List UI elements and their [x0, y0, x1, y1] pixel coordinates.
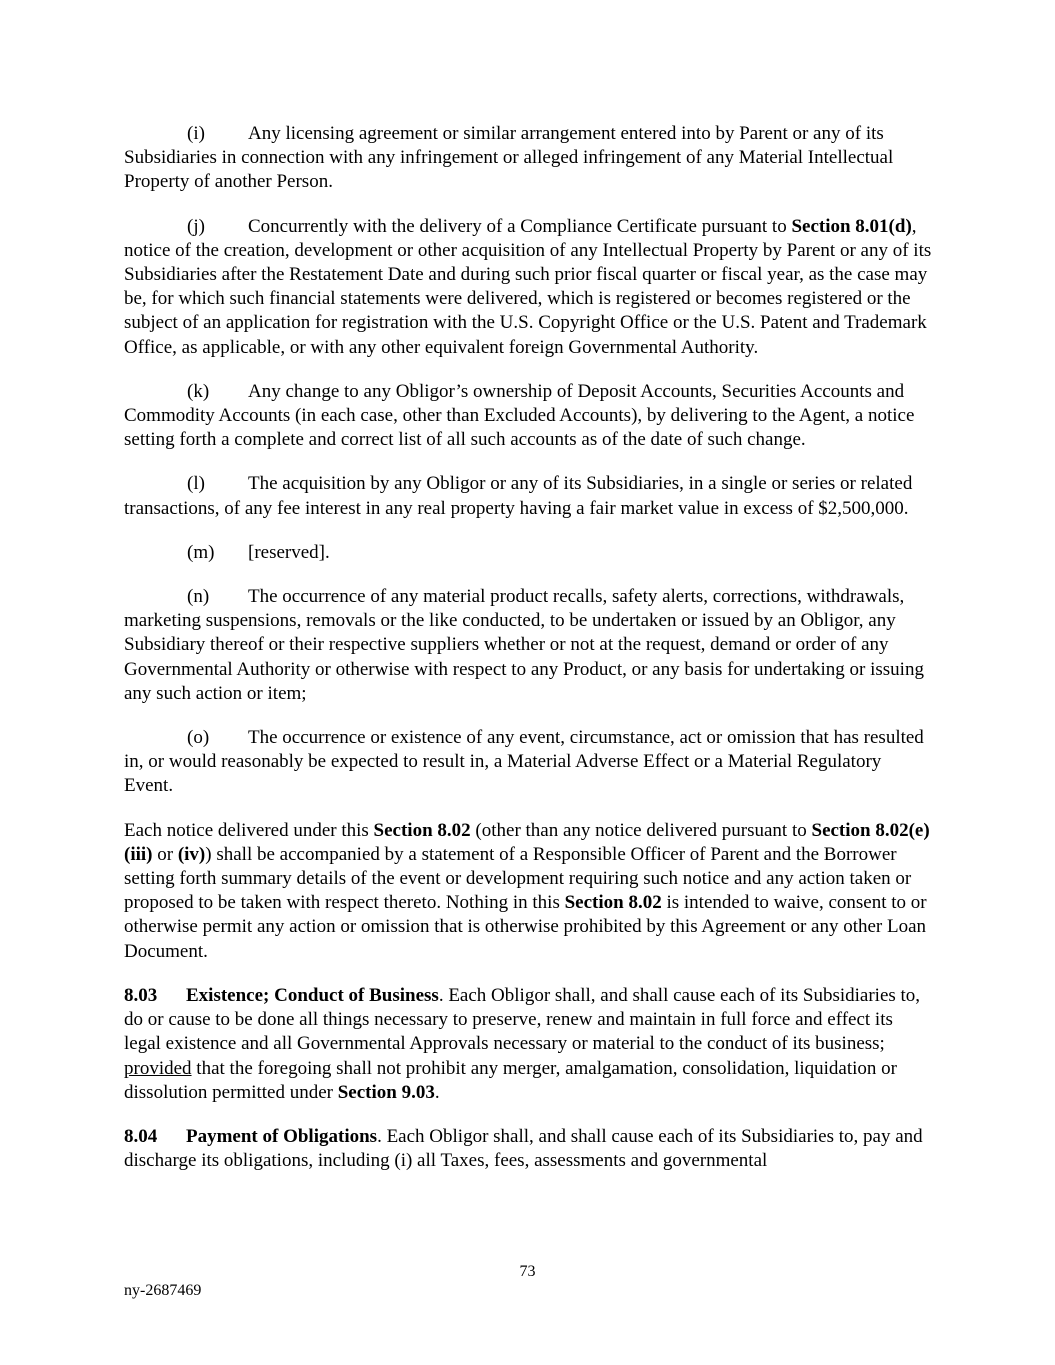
- section-8-04: [124, 1125, 934, 1173]
- paragraph-text: [reserved].: [248, 541, 330, 563]
- section-text: . Each Obligor shall, and shall cause each of its Subsidiaries to, pay and discharge its obligations, including (i) all Taxes, fees, assessments and governmental: [124, 1125, 923, 1172]
- section-reference: Section 8.01(d): [791, 215, 912, 237]
- paragraph-text: , notice of the creation, development or other acquisition of any Intellectual Property by Parent or any of its Subsidiaries after the Restatement Date and during such prior fiscal quarter or fiscal year, as the case may be, for which such financial statements were delivered, which is registered or becomes registered or the subject of an application for registration with the U.S. Copyright Office or the U.S. Patent and Trademark Office, as applicable, or with any other equivalent foreign Governmental Authority.: [124, 215, 932, 358]
- paragraph-label: (i): [187, 123, 205, 144]
- notice-text: (other than any notice delivered pursuant to: [470, 819, 812, 841]
- section-reference: Section 8.02(e)(iii): [124, 819, 930, 865]
- paragraph-l: [124, 472, 934, 520]
- paragraph-label: (j): [187, 215, 205, 237]
- notice-paragraph: [124, 819, 934, 964]
- paragraph-text: Concurrently with the delivery of a Compliance Certificate pursuant to: [248, 215, 792, 237]
- section-text: . Each Obligor shall, and shall cause each of its Subsidiaries to, do or cause to be done all things necessary to preserve, renew and maintain in full force and effect its legal existence and all Governmental Approvals necessary or material to the conduct of its business;: [124, 984, 921, 1055]
- paragraph-i: [124, 122, 934, 195]
- section-reference: (iv): [177, 843, 206, 865]
- page-number: 73: [519, 1263, 536, 1280]
- section-reference: Section 9.03: [337, 1081, 435, 1103]
- section-reference: Section 8.02: [373, 819, 471, 841]
- paragraph-text: Any change to any Obligor’s ownership of Deposit Accounts, Securities Accounts and Commodity Accounts (in each case, other than Excluded Accounts), by delivering to the Agent, a notice setting forth a complete and correct list of all such accounts as of the date of such change.: [124, 380, 915, 451]
- paragraph-n: [124, 585, 934, 706]
- paragraph-label: (n): [187, 586, 210, 608]
- section-reference: Section 8.02: [564, 892, 662, 914]
- paragraph-j: [124, 215, 934, 360]
- paragraph-m: [124, 541, 934, 565]
- section-text: .: [434, 1081, 440, 1103]
- document-id: ny-2687469: [124, 1282, 202, 1299]
- notice-text: Each notice delivered under this: [124, 819, 374, 841]
- document-body: [124, 122, 934, 1193]
- notice-text: or: [152, 843, 178, 865]
- section-title: Payment of Obligations: [186, 1125, 378, 1147]
- notice-text: ) shall be accompanied by a statement of a Responsible Officer of Parent and the Borrower setting forth summary details of the event or development requiring such notice and any action taken or proposed to be taken with respect thereto. Nothing in this: [124, 843, 912, 914]
- paragraph-k: [124, 380, 934, 453]
- section-text: that the foregoing shall not prohibit any merger, amalgamation, consolidation, liquidation or dissolution permitted under: [124, 1057, 897, 1103]
- paragraph-text: The occurrence of any material product recalls, safety alerts, corrections, withdrawals, marketing suspensions, removals or the like conducted, to be undertaken or issued by an Obligor, any Subsidiary thereof or their respective suppliers whether or not at the request, demand or order of any Governmental Authority or otherwise with respect to any Product, or any basis for undertaking or issuing any such action or item;: [124, 586, 924, 704]
- paragraph-text: The acquisition by any Obligor or any of its Subsidiaries, in a single or series or related transactions, of any fee interest in any real property having a fair market value in excess of $2,500,000.: [124, 473, 913, 519]
- section-8-03: [124, 984, 934, 1105]
- paragraph-text: Any licensing agreement or similar arrangement entered into by Parent or any of its Subsidiaries in connection with any infringement or alleged infringement of any Material Intellectual Property of another Person.: [124, 123, 894, 193]
- paragraph-o: [124, 726, 934, 799]
- paragraph-label: (m): [187, 541, 215, 563]
- paragraph-label: (l): [187, 473, 205, 495]
- notice-text: is intended to waive, consent to or otherwise permit any action or omission that is otherwise prohibited by this Agreement or any other Loan Document.: [124, 892, 927, 962]
- section-number: 8.04: [124, 1125, 158, 1147]
- paragraph-text: The occurrence or existence of any event, circumstance, act or omission that has resulted in, or would reasonably be expected to result in, a Material Adverse Effect or a Material Regulatory Event.: [124, 727, 924, 797]
- section-number: 8.03: [124, 984, 158, 1006]
- paragraph-label: (k): [187, 380, 210, 402]
- underlined-term: provided: [124, 1057, 192, 1079]
- paragraph-label: (o): [187, 727, 210, 749]
- section-title: Existence; Conduct of Business: [186, 984, 439, 1006]
